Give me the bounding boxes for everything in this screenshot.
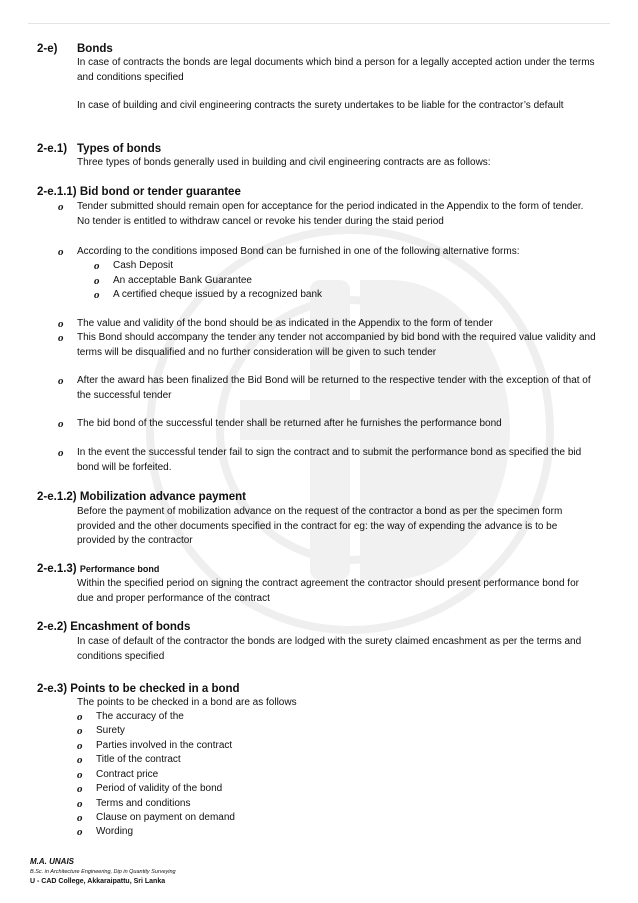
section-2e12-para: Before the payment of mobilization advance on the request of the contractor a bond as per the specimen form provided and the other documents specified in the contract for eg: the way of expending the advance is to be provided by the contractor (77, 506, 563, 546)
footer-qualification: B.Sc. in Architecture Engineering, Dip in Quantity Surveying (30, 869, 176, 875)
list-item: o Title of the contract (77, 754, 181, 766)
bullet-mark: o (77, 711, 83, 723)
bullet-mark: o (58, 318, 64, 330)
section-2e-heading: 2-e) Bonds (37, 43, 113, 55)
list-item: o Contract price (77, 769, 159, 781)
bullet-mark: o (58, 332, 64, 344)
bullet-mark: o (77, 740, 83, 752)
list-item: o This Bond should accompany the tender any tender not accompanied by bid bond with the required value validity and terms will be disqualified and no further consideration will be given to such tender (58, 332, 596, 358)
section-2e1-para: Three types of bonds generally used in building and civil engineering contracts are as follows: (77, 157, 491, 168)
sub-list-item: o Cash Deposit (94, 260, 174, 272)
list-item: o Wording (77, 826, 134, 838)
list-item: o The accuracy of the (77, 711, 184, 723)
section-2e12-heading: 2-e.1.2) Mobilization advance payment (37, 491, 246, 503)
list-item: o Parties involved in the contract (77, 740, 233, 752)
section-2e3-heading: 2-e.3) Points to be checked in a bond (37, 683, 240, 695)
bullet-mark: o (58, 375, 64, 387)
bullet-mark: o (77, 783, 83, 795)
bullet-mark: o (94, 289, 100, 301)
bullet-mark: o (77, 769, 83, 781)
section-2e2-para: In case of default of the contractor the bonds are lodged with the surety claimed encashment as per the terms and conditions specified (77, 636, 582, 662)
section-2e-para-1: In case of contracts the bonds are legal documents which bind a person for a legally accepted action under the terms and conditions specified (77, 57, 595, 83)
bullet-mark: o (77, 725, 83, 737)
bullet-mark: o (58, 418, 64, 430)
section-2e13-para: Within the specified period on signing the contract agreement the contractor should present performance bond for due and proper performance of the contract (77, 578, 579, 604)
sub-list-item: o A certified cheque issued by a recognized bank (94, 289, 323, 301)
footer-college: U - CAD College, Akkaraipattu, Sri Lanka (30, 878, 166, 885)
bullet-mark: o (58, 246, 64, 258)
list-item: o Tender submitted should remain open for acceptance for the period indicated in the Appendix to the form of tender. No tender is entitled to withdraw cancel or revoke his tender during the staid period (58, 201, 584, 227)
section-2e-para-2: In case of building and civil engineering contracts the surety undertakes to be liable for the contractor’s default (77, 100, 564, 111)
section-2e3-para: The points to be checked in a bond are as follows (77, 697, 297, 708)
bullet-mark: o (94, 275, 100, 287)
section-2e11-heading: 2-e.1.1) Bid bond or tender guarantee (37, 186, 241, 198)
bullet-mark: o (94, 260, 100, 272)
section-2e2-heading: 2-e.2) Encashment of bonds (37, 621, 191, 633)
bullet-mark: o (77, 812, 83, 824)
list-item: o The bid bond of the successful tender shall be returned after he furnishes the performance bond (58, 418, 502, 430)
bullet-mark: o (77, 826, 83, 838)
list-item: o Surety (77, 725, 125, 737)
list-item: o After the award has been finalized the Bid Bond will be returned to the respective tender with the exception of that of the successful tender (58, 375, 591, 401)
list-item: o Period of validity of the bond (77, 783, 223, 795)
list-item: o According to the conditions imposed Bond can be furnished in one of the following alternative forms: (58, 246, 520, 258)
footer-author-name: M.A. UNAIS (30, 857, 74, 866)
list-item: o Terms and conditions (77, 798, 191, 810)
list-item: o Clause on payment on demand (77, 812, 235, 824)
list-item: o The value and validity of the bond should be as indicated in the Appendix to the form of tender (58, 318, 493, 330)
list-item: o In the event the successful tender fail to sign the contract and to submit the performance bond as specified the bid bond will be forfeited. (58, 447, 582, 473)
section-2e1-heading: 2-e.1) Types of bonds (37, 143, 162, 155)
bullet-mark: o (58, 201, 64, 213)
bullet-mark: o (77, 754, 83, 766)
bullet-mark: o (58, 447, 64, 459)
section-2e13-heading: 2-e.1.3) Performance bond (37, 563, 160, 575)
bullet-mark: o (77, 798, 83, 810)
sub-list-item: o An acceptable Bank Guarantee (94, 275, 252, 287)
